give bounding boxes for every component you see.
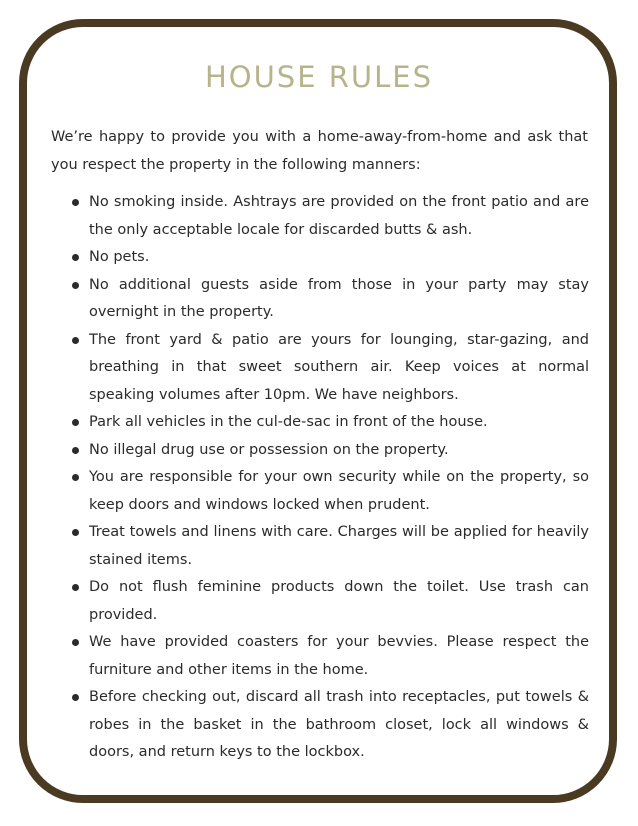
bullet-icon — [72, 447, 79, 454]
rule-text: No smoking inside. Ashtrays are provided on the front patio and are the only acceptable locale for discarded butts & ash. — [89, 194, 589, 238]
bullet-icon — [72, 474, 79, 481]
bullet-icon — [72, 254, 79, 261]
rule-text: No illegal drug use or possession on the property. — [89, 441, 449, 458]
rule-item — [52, 437, 589, 465]
bullet-icon — [72, 694, 79, 701]
rule-item — [52, 574, 589, 629]
rule-item — [52, 189, 589, 244]
rule-text: Treat towels and linens with care. Charges will be applied for heavily stained items. — [89, 524, 589, 568]
rule-text: Before checking out, discard all trash into receptacles, put towels & robes in the basket in the bathroom closet, lock all windows & doors, and return keys to the lockbox. — [89, 689, 589, 760]
rule-text: Park all vehicles in the cul-de-sac in front of the house. — [89, 414, 488, 430]
rule-text: No pets. — [89, 249, 150, 265]
intro-paragraph: We’re happy to provide you with a home-away-from-home and ask that you respect the property in the following manners: — [51, 129, 588, 173]
rule-text: Do not flush feminine products down the toilet. Use trash can provided. — [89, 579, 589, 623]
rules-list — [52, 189, 589, 767]
rule-item — [52, 464, 589, 519]
rule-item — [52, 519, 589, 574]
rule-item — [52, 409, 589, 437]
rule-text: You are responsible for your own security while on the property, so keep doors and windows locked when prudent. — [89, 469, 589, 513]
bullet-icon — [72, 639, 79, 646]
rule-item — [52, 327, 589, 410]
rule-item — [52, 684, 589, 767]
page-title: HOUSE RULES — [204, 60, 434, 94]
bullet-icon — [72, 529, 79, 536]
rule-text: No additional guests aside from those in your party may stay overnight in the property. — [89, 276, 589, 320]
bullet-icon — [72, 199, 79, 206]
rule-item — [52, 244, 589, 272]
rule-text: The front yard & patio are yours for lounging, star-gazing, and breathing in that sweet southern air. Keep voices at normal speaking volumes after 10pm. We have neighbors. — [89, 331, 589, 403]
bullet-icon — [72, 584, 79, 591]
bullet-icon — [72, 337, 79, 344]
rule-item — [52, 272, 589, 327]
bullet-icon — [72, 282, 79, 289]
bullet-icon — [72, 419, 79, 426]
rule-text: We have provided coasters for your bevvies. Please respect the furniture and other items in the home. — [89, 634, 589, 678]
rule-item — [52, 629, 589, 684]
